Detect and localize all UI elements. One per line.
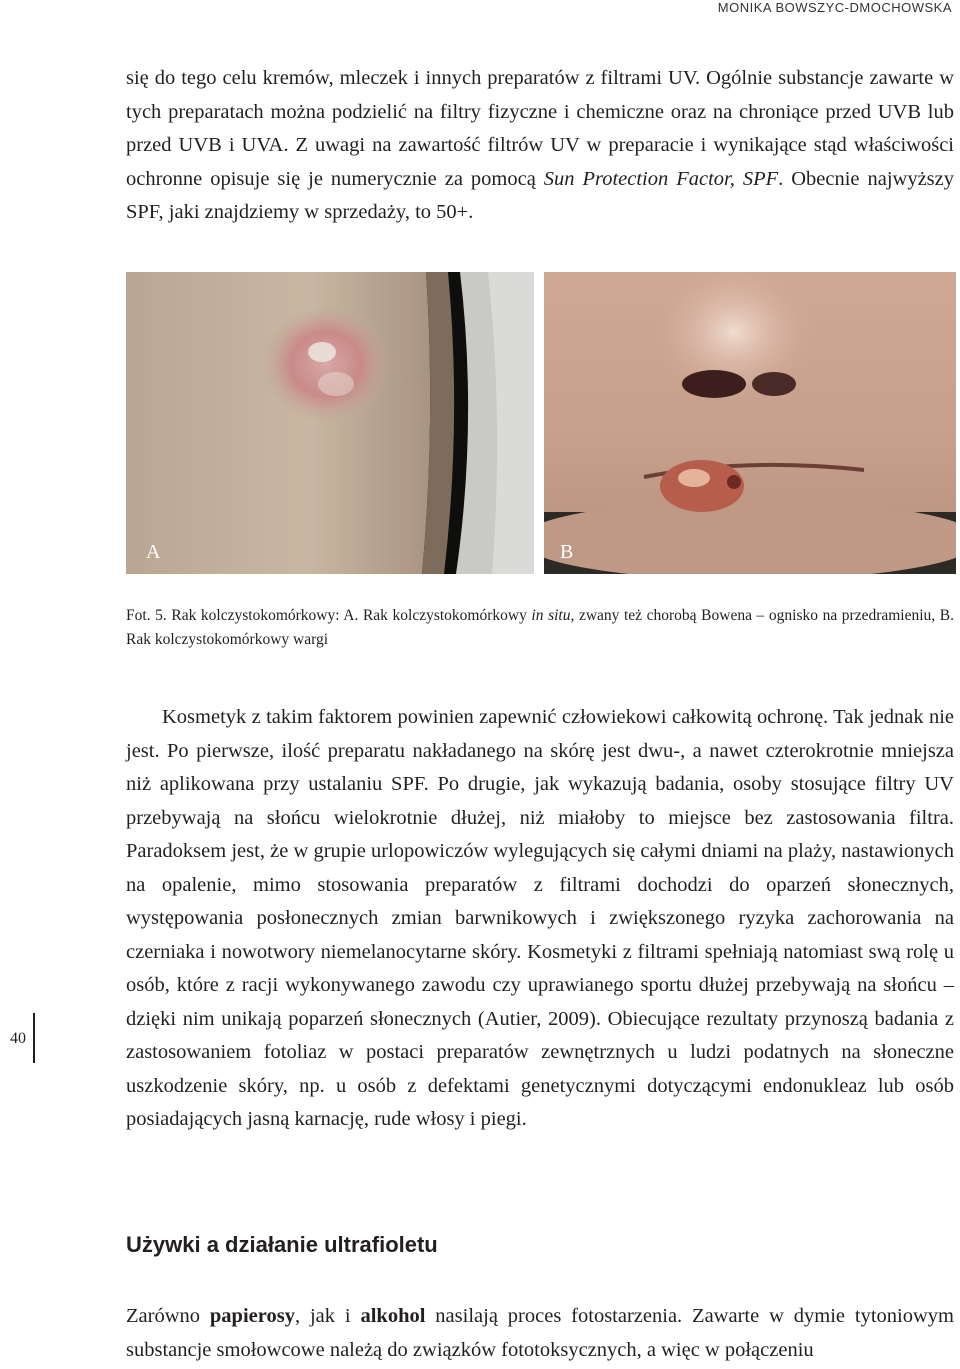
figure-caption: Fot. 5. Rak kolczystokomórkowy: A. Rak kolczystokomórkowy in situ, zwany też chorobą Bowena – ognisko na przedramieniu, B. Rak kolczystokomórkowy wargi — [126, 607, 954, 648]
term-alkohol: alkohol — [360, 1305, 426, 1327]
spf-term: Sun Protection Factor, SPF — [543, 167, 779, 190]
paragraph-2: Kosmetyk z takim faktorem powinien zapewnić człowiekowi całkowitą ochronę. Tak jednak nie jest. Po pierwsze, ilość preparatu nakładanego na skórę jest dwu-, a nawet czterokrotnie mniejsza niż aplikowana przy ustalaniu SPF. Po drugie, jak wykazują badania, osoby stosujące filtry UV przebywają na słońcu wielokrotnie dłużej, niż miałoby to miejsce bez zastosowania filtra. Paradoksem jest, że w grupie urlopowiczów wylegujących się całymi dniami na plaży, nastawionych na opalenie, mimo stosowania preparatów z filtrami dochodzi do oparzeń słonecznych, występowania posłonecznych zmian barwnikowych i zwiększonego ryzyka zachorowania na czerniaka i nowotwory niemelanocytarne skóry. Kosmetyki z filtrami spełniają natomiast swą rolę u osób, które z racji wykonywanego zawodu czy uprawianego sportu dłużej przebywają na słońcu – dzięki nim unikają poparzeń słonecznych (Autier, 2009). Obiecujące rezultaty przynoszą badania z zastosowaniem fotoliaz w postaci preparatów zewnętrznych u ludzi podatnych na słoneczne uszkodzenie skóry, np. u osób z defektami genetycznymi dotyczącymi endonukleaz lub osób posiadających jasną karnację, rude włosy i piegi. — [126, 706, 954, 1130]
paragraph-3: Zarówno papierosy, jak i alkohol nasilają proces fotostarzenia. Zawarte w dymie tytoniowym substancje smołowcowe należą do związków fototoksycznych, a więc w połączeniu — [126, 1305, 954, 1361]
photo-label-b: B — [560, 541, 574, 563]
page-number: 40 — [10, 1030, 26, 1047]
running-head: MONIKA BOWSZYC-DMOCHOWSKA — [717, 0, 952, 15]
photo-label-a: A — [146, 541, 161, 563]
page-number-rule — [33, 1013, 35, 1063]
section-heading: Używki a działanie ultrafioletu — [126, 1232, 438, 1257]
photo-b-lip-lesion — [544, 272, 956, 574]
term-papierosy: papierosy — [209, 1305, 295, 1327]
figure-5 — [126, 272, 956, 574]
paragraph-1: się do tego celu kremów, mleczek i innych preparatów z filtrami UV. Ogólnie substancje zawarte w tych preparatach można podzielić na filtry fizyczne i chemiczne oraz na chroniące przed UVB lub przed UVB i UVA. Z uwagi na zawartość filtrów UV w preparacie i wynikające stąd właściwości ochronne opisuje się je numerycznie za pomocą Sun Protection Factor, SPF. Obecnie najwyższy SPF, jaki znajdziemy w sprzedaży, to 50+. — [126, 67, 954, 223]
photo-a-forearm-lesion — [126, 272, 534, 574]
